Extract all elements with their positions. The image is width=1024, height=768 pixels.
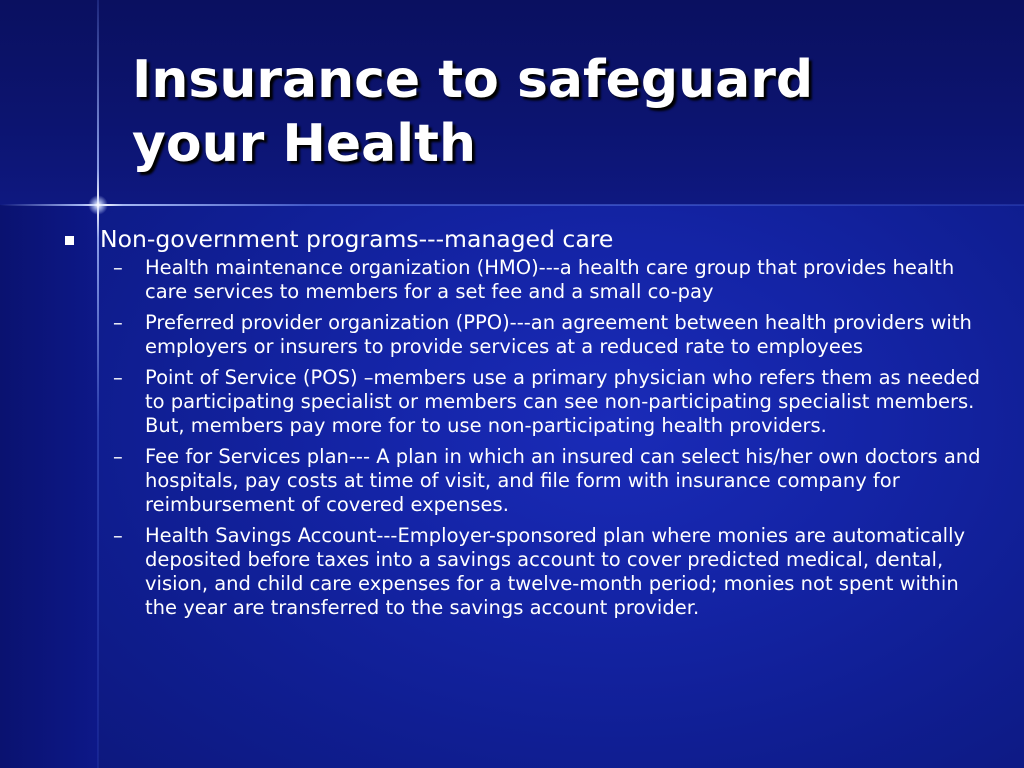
- dash-bullet-icon: –: [113, 256, 123, 279]
- slide-title: [132, 48, 992, 176]
- slide-title-line-2: your Health: [132, 114, 476, 174]
- sparkle-horizontal-line: [0, 204, 1024, 206]
- main-bullet-text: Non-government programs---managed care: [100, 225, 614, 253]
- sub-bullet-text-ppo: Preferred provider organization (PPO)---an agreement between health providers with employers or insurers to provide services at a reduced rate to employees: [145, 311, 972, 358]
- slide-title-line-1: Insurance to safeguard: [132, 50, 814, 110]
- slide-body: [62, 224, 992, 627]
- main-bullet-item: [62, 224, 992, 254]
- dash-bullet-icon: –: [113, 311, 123, 334]
- sub-bullet-item: [62, 445, 992, 517]
- sub-bullet-list: [62, 256, 992, 620]
- sub-bullet-item: [62, 256, 992, 304]
- sub-bullet-item: [62, 311, 992, 359]
- dash-bullet-icon: –: [113, 366, 123, 389]
- square-bullet-icon: [65, 236, 74, 245]
- sub-bullet-text-pos: Point of Service (POS) –members use a primary physician who refers them as needed to participating specialist or members can see non-participating specialist members. But, members pay more for to use non-participating health providers.: [145, 366, 981, 437]
- sparkle-star-icon: [88, 195, 108, 215]
- sub-bullet-text-hsa: Health Savings Account---Employer-sponsored plan where monies are automatically deposited before taxes into a savings account to cover predicted medical, dental, vision, and child care expenses for a twelve-month period; monies not spent within the year are transferred to the savings account provider.: [145, 524, 966, 619]
- sub-bullet-item: [62, 366, 992, 438]
- sub-bullet-text-fee-for-services: Fee for Services plan--- A plan in which an insured can select his/her own doctors and hospitals, pay costs at time of visit, and file form with insurance company for reimbursement of covered expenses.: [145, 445, 981, 516]
- sub-bullet-item: [62, 524, 992, 620]
- dash-bullet-icon: –: [113, 524, 123, 547]
- sub-bullet-text-hmo: Health maintenance organization (HMO)---a health care group that provides health care services to members for a set fee and a small co-pay: [145, 256, 955, 303]
- dash-bullet-icon: –: [113, 445, 123, 468]
